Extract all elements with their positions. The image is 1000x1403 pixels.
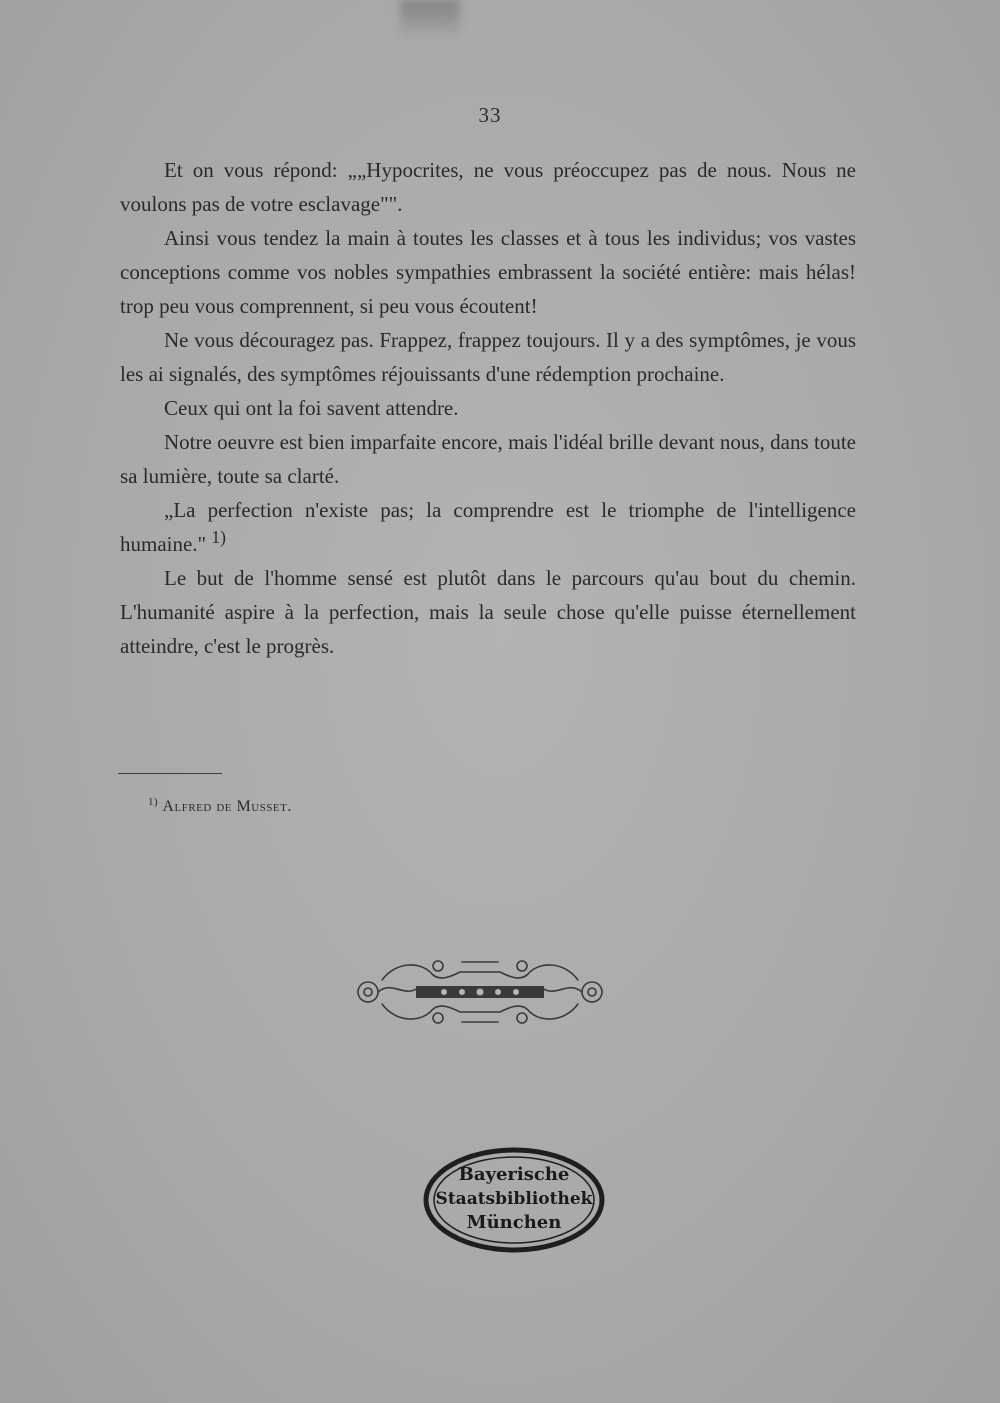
paragraph: Ainsi vous tendez la main à toutes les classes et à tous les individus; vos vastes conceptions comme vos nobles sympathies embrassent la société entière: mais hélas! trop peu vous comprennent, si peu vous écoutent! xyxy=(120,226,856,318)
paragraph: Ne vous découragez pas. Frappez, frappez toujours. Il y a des symptômes, je vous les ai signalés, des symptômes réjouissants d'une rédemption prochaine. xyxy=(120,328,856,386)
footnote-marker: 1) xyxy=(148,796,159,808)
footnote xyxy=(148,798,292,816)
footnote-text: Alfred de Musset. xyxy=(162,798,292,815)
paragraph: Notre oeuvre est bien imparfaite encore, mais l'idéal brille devant nous, dans toute sa lumière, toute sa clarté. xyxy=(120,430,856,488)
quote-text: „La perfection n'existe pas; la comprendre est le triomphe de l'intelligence humaine." xyxy=(120,498,856,556)
binding-shadow xyxy=(400,0,460,40)
paragraph: Ceux qui ont la foi savent attendre. xyxy=(164,396,459,420)
library-stamp xyxy=(420,1146,608,1254)
paragraph: Et on vous répond: „„Hypocrites, ne vous préoccupez pas de nous. Nous ne voulons pas de votre esclavage"". xyxy=(120,158,856,216)
paragraph: Le but de l'homme sensé est plutôt dans le parcours qu'au bout du chemin. L'humanité aspire à la perfection, mais la seule chose qu'elle puisse éternellement atteindre, c'est le progrès. xyxy=(120,566,856,658)
footnote-reference: 1) xyxy=(211,527,226,547)
footnote-rule xyxy=(118,773,222,774)
ornament-vignette xyxy=(352,950,608,1034)
page-number: 33 xyxy=(478,103,502,127)
stamp-line-1: Bayerische xyxy=(458,1164,570,1185)
body-text xyxy=(120,153,856,663)
paragraph-with-footnote xyxy=(120,493,856,561)
stamp-line-3: München xyxy=(466,1212,562,1233)
stamp-line-2: Staatsbibliothek xyxy=(435,1189,593,1209)
